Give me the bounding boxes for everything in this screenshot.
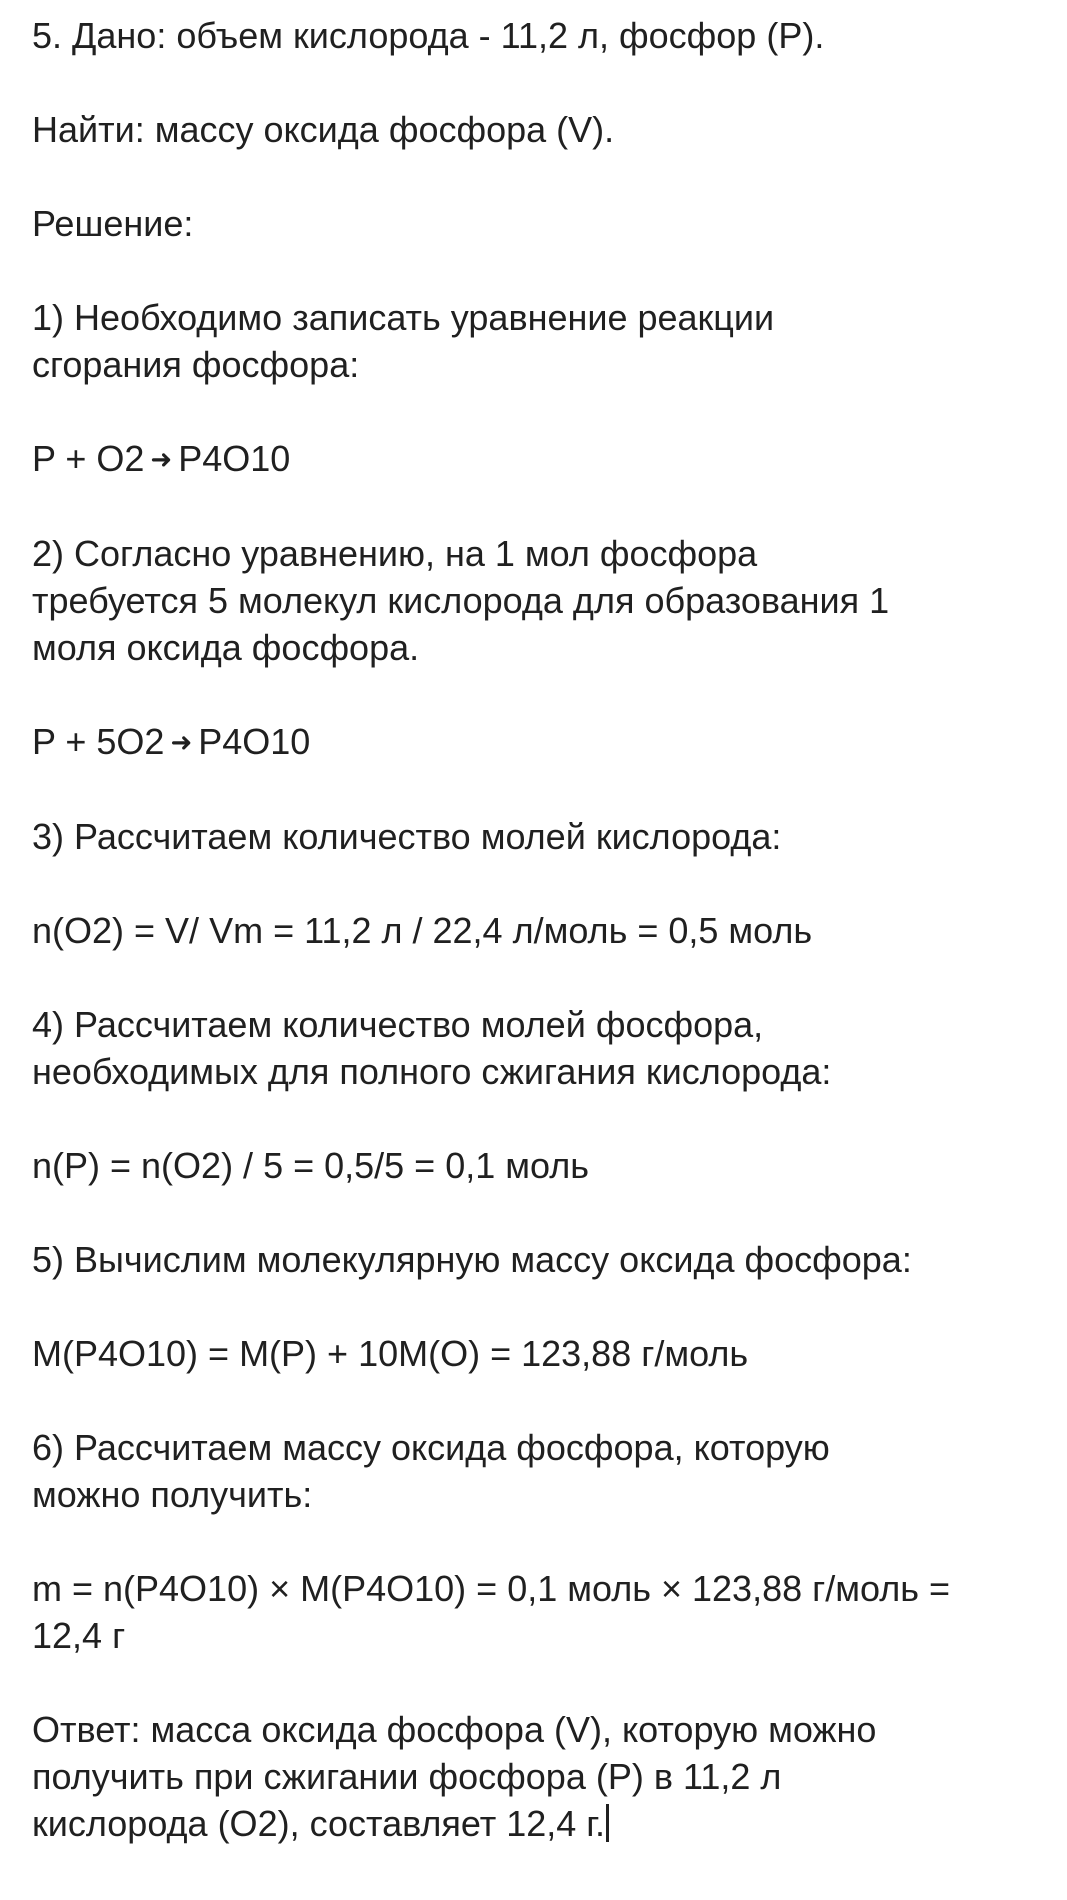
equation-1 [32,435,1042,483]
calculation-4: n(P) = n(O2) / 5 = 0,5/5 = 0,1 моль [32,1145,589,1186]
equation-2-right: P4O10 [198,721,311,762]
step-1-text: 1) Необходимо записать уравнение реакции сгорания фосфора: [32,297,775,385]
arrow-icon: ➜ [170,727,193,757]
calculation-6: m = n(P4O10) × M(P4O10) = 0,1 моль × 123,88 г/моль = 12,4 г [32,1568,951,1656]
find-text: Найти: массу оксида фосфора (V). [32,109,615,150]
step-6-text: 6) Рассчитаем массу оксида фосфора, которую можно получить: [32,1427,830,1515]
text-cursor [606,1804,609,1842]
answer-paragraph[interactable] [32,1706,1042,1847]
arrow-icon: ➜ [150,444,173,474]
equation-2-left: P + 5O2 [32,721,165,762]
step-5-text: 5) Вычислим молекулярную массу оксида фосфора: [32,1239,912,1280]
document-body [32,12,1042,1847]
answer-text: Ответ: масса оксида фосфора (V), которую можно получить при сжигании фосфора (P) в 11,2 л кислорода (O2), составляет 12,4 г. [32,1709,877,1844]
equation-1-left: P + O2 [32,438,145,479]
calculation-5: M(P4O10) = M(P) + 10M(O) = 123,88 г/моль [32,1333,749,1374]
equation-1-right: P4O10 [178,438,291,479]
step-2-text: 2) Согласно уравнению, на 1 мол фосфора требуется 5 молекул кислорода для образования 1 моля оксида фосфора. [32,533,890,668]
step-3-text: 3) Рассчитаем количество молей кислорода: [32,816,782,857]
equation-2 [32,718,1042,766]
step-4-text: 4) Рассчитаем количество молей фосфора, необходимых для полного сжигания кислорода: [32,1004,832,1092]
solution-heading: Решение: [32,203,194,244]
given-text: 5. Дано: объем кислорода - 11,2 л, фосфор (P). [32,15,825,56]
calculation-3: n(O2) = V/ Vm = 11,2 л / 22,4 л/моль = 0,5 моль [32,910,813,951]
